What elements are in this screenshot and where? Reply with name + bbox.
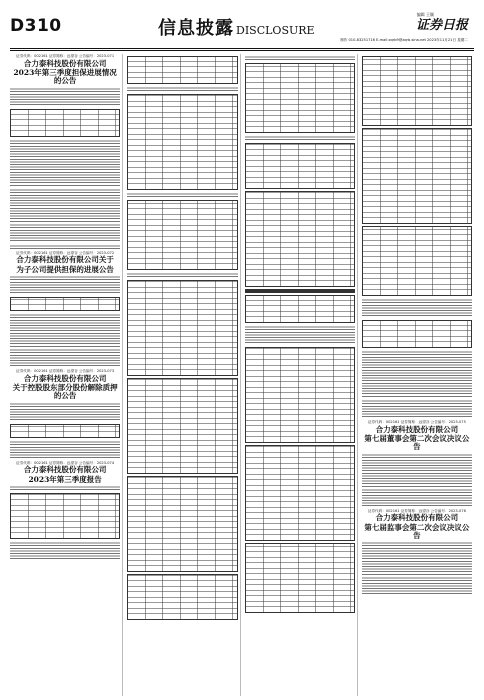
article-text	[245, 325, 355, 345]
header-rule-thin	[10, 50, 474, 51]
article-text	[127, 192, 237, 198]
article-text	[10, 541, 120, 561]
article-company: 合力泰科技股份有限公司	[23, 465, 107, 475]
article-text	[10, 402, 120, 422]
article-code: 证券代码：002161 证券简称：远望谷 公告编号：2023-075	[367, 420, 466, 424]
article-text	[362, 399, 472, 419]
page-body	[10, 54, 474, 696]
article-text	[362, 298, 472, 318]
article-text	[127, 86, 237, 92]
column-2	[127, 54, 240, 696]
article-text	[362, 350, 472, 398]
contact-line: 制作 010-83251716 E-mail:zqrb9@zqrb.sina.net 2023年11月21日 星期二	[340, 38, 468, 42]
article-title: 2023年第三季度担保进展情况的公告	[13, 67, 117, 86]
data-table	[245, 347, 355, 443]
article-text	[10, 440, 120, 460]
article-company: 合力泰科技股份有限公司关于	[16, 255, 114, 265]
section-title	[158, 14, 315, 40]
article-company: 合力泰科技股份有限公司	[375, 513, 459, 523]
article-text	[10, 313, 120, 347]
data-table	[245, 63, 355, 133]
article-text	[10, 244, 120, 250]
data-table	[10, 297, 120, 311]
data-table	[127, 200, 237, 270]
data-table	[127, 94, 237, 190]
data-table	[362, 320, 472, 348]
article-text	[10, 139, 120, 187]
data-table	[10, 424, 120, 438]
data-table	[245, 543, 355, 613]
article-text	[362, 541, 472, 575]
column-1	[10, 54, 123, 696]
article-title: 为子公司提供担保的进展公告	[16, 264, 114, 274]
table-header-bar	[245, 289, 355, 293]
section-title-en: DISCLOSURE	[236, 24, 315, 37]
article-code: 证券代码：002161 证券简称：远望谷 公告编号：2023-072	[16, 250, 115, 255]
article-company: 合力泰科技股份有限公司	[23, 373, 107, 383]
editor-credit: 编辑 王颖	[416, 12, 434, 17]
article-title: 关于控股股东部分股份解除质押的公告	[12, 382, 118, 401]
data-table	[127, 56, 237, 84]
data-table	[127, 574, 237, 620]
article-text	[362, 576, 472, 596]
data-table	[245, 445, 355, 541]
article-text	[127, 272, 237, 278]
article-text	[362, 488, 472, 508]
article-title: 2023年第三季度报告	[28, 474, 102, 484]
section-title-cn: 信息披露	[158, 18, 234, 39]
page-number: D310	[10, 16, 62, 36]
data-table	[245, 295, 355, 323]
article-code: 证券代码：002161 证券简称：远望谷 公告编号：2023-071	[16, 54, 115, 58]
data-table	[362, 128, 472, 224]
article-text	[362, 453, 472, 487]
data-table	[10, 493, 120, 539]
article-text	[245, 135, 355, 141]
newspaper-logo: 证券日报	[415, 18, 468, 33]
article-text	[10, 223, 120, 243]
article-code: 证券代码：002161 证券简称：远望谷 公告编号：2023-074	[16, 460, 115, 465]
article-text	[10, 348, 120, 368]
article-text	[245, 55, 355, 61]
data-table	[127, 476, 237, 572]
article-text	[10, 485, 120, 491]
data-table	[10, 109, 120, 137]
data-table	[362, 226, 472, 296]
page-header	[10, 10, 474, 52]
article-company: 合力泰科技股份有限公司	[375, 424, 459, 434]
column-3	[245, 54, 358, 696]
article-company: 合力泰科技股份有限公司	[23, 58, 107, 68]
article-code: 证券代码：002161 证券简称：远望谷 公告编号：2023-073	[16, 369, 115, 374]
header-rule	[10, 48, 474, 49]
column-4	[362, 54, 474, 696]
article-code: 证券代码：002161 证券简称：远望谷 公告编号：2023-076	[367, 508, 466, 513]
article-text	[10, 188, 120, 222]
article-title: 第七届监事会第二次会议决议公告	[364, 522, 470, 541]
data-table	[127, 378, 237, 474]
data-table	[245, 191, 355, 287]
data-table	[127, 280, 237, 376]
data-table	[245, 143, 355, 189]
article-text	[10, 275, 120, 295]
article-text	[10, 87, 120, 107]
article-title: 第七届董事会第二次会议决议公告	[364, 433, 470, 452]
data-table	[362, 56, 472, 126]
